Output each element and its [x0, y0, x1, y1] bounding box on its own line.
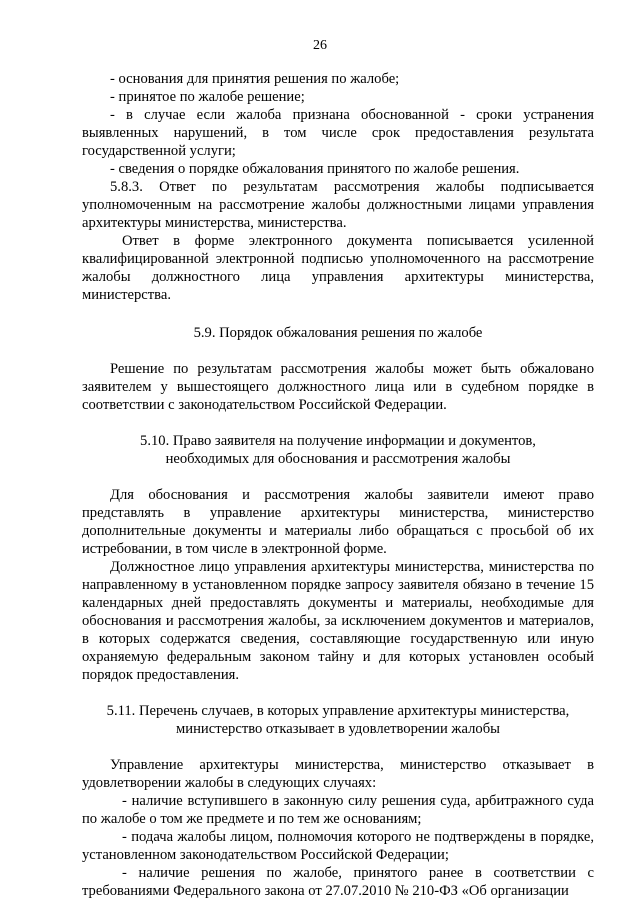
list-item: - сведения о порядке обжалования принятого по жалобе решения. — [110, 161, 520, 177]
list-item: - в случае если жалоба признана обоснованной - сроки устранения выявленных нарушений, в том числе срок предоставления результата государственной услуги; — [82, 107, 594, 159]
paragraph-electronic-signature: Ответ в форме электронного документа пописывается усиленной квалифицированной электронной подписью уполномоченного на рассмотрение жалобы должностного лица управления архитектуры министерства, министерства. — [82, 233, 594, 303]
page-content — [82, 70, 594, 900]
section-heading-5-10-line-1: 5.10. Право заявителя на получение информации и документов, — [140, 433, 536, 449]
section-heading-5-10-line-2: необходимых для обоснования и рассмотрения жалобы — [165, 451, 511, 467]
page-number: 26 — [313, 38, 327, 53]
list-item: - наличие решения по жалобе, принятого ранее в соответствии с требованиями Федерального закона от 27.07.2010 № 210-ФЗ «Об организации — [82, 865, 594, 899]
paragraph-5-11-intro: Управление архитектуры министерства, министерство отказывает в удовлетворении жалобы в следующих случаях: — [82, 757, 594, 791]
paragraph-5-10-a: Для обоснования и рассмотрения жалобы заявители имеют право представлять в управление архитектуры министерства, министерство дополнительные документы и материалы либо обращаться с просьбой об их истребовании, в том числе в электронной форме. — [82, 487, 594, 557]
list-item: - принятое по жалобе решение; — [110, 89, 305, 105]
paragraph-5-8-3: 5.8.3. Ответ по результатам рассмотрения жалобы подписывается уполномоченным на рассмотрение жалобы должностными лицами управления архитектуры министерства, министерства. — [82, 179, 594, 231]
list-item: - наличие вступившего в законную силу решения суда, арбитражного суда по жалобе о том же предмете и по тем же основаниям; — [82, 793, 594, 827]
paragraph-5-10-b: Должностное лицо управления архитектуры министерства, министерства по направленному в установленном порядке запросу заявителя обязано в течение 15 календарных дней предоставлять документы и материалы, необходимые для обоснования и рассмотрения жалобы, за исключением документов и материалов, в которых содержатся сведения, составляющие государственную или иную охраняемую федеральным законом тайну и для которых установлен особый порядок предоставления. — [82, 559, 594, 683]
list-item: - подача жалобы лицом, полномочия которого не подтверждены в порядке, установленном законодательством Российской Федерации; — [82, 829, 594, 863]
paragraph-5-9: Решение по результатам рассмотрения жалобы может быть обжаловано заявителем у вышестоящего должностного лица или в судебном порядке в соответствии с законодательством Российской Федерации. — [82, 361, 594, 413]
section-heading-5-11-line-1: 5.11. Перечень случаев, в которых управление архитектуры министерства, — [106, 703, 570, 719]
list-item: - основания для принятия решения по жалобе; — [110, 71, 400, 87]
section-heading-5-9: 5.9. Порядок обжалования решения по жалобе — [193, 325, 483, 341]
section-heading-5-11-line-2: министерство отказывает в удовлетворении жалобы — [176, 721, 500, 737]
